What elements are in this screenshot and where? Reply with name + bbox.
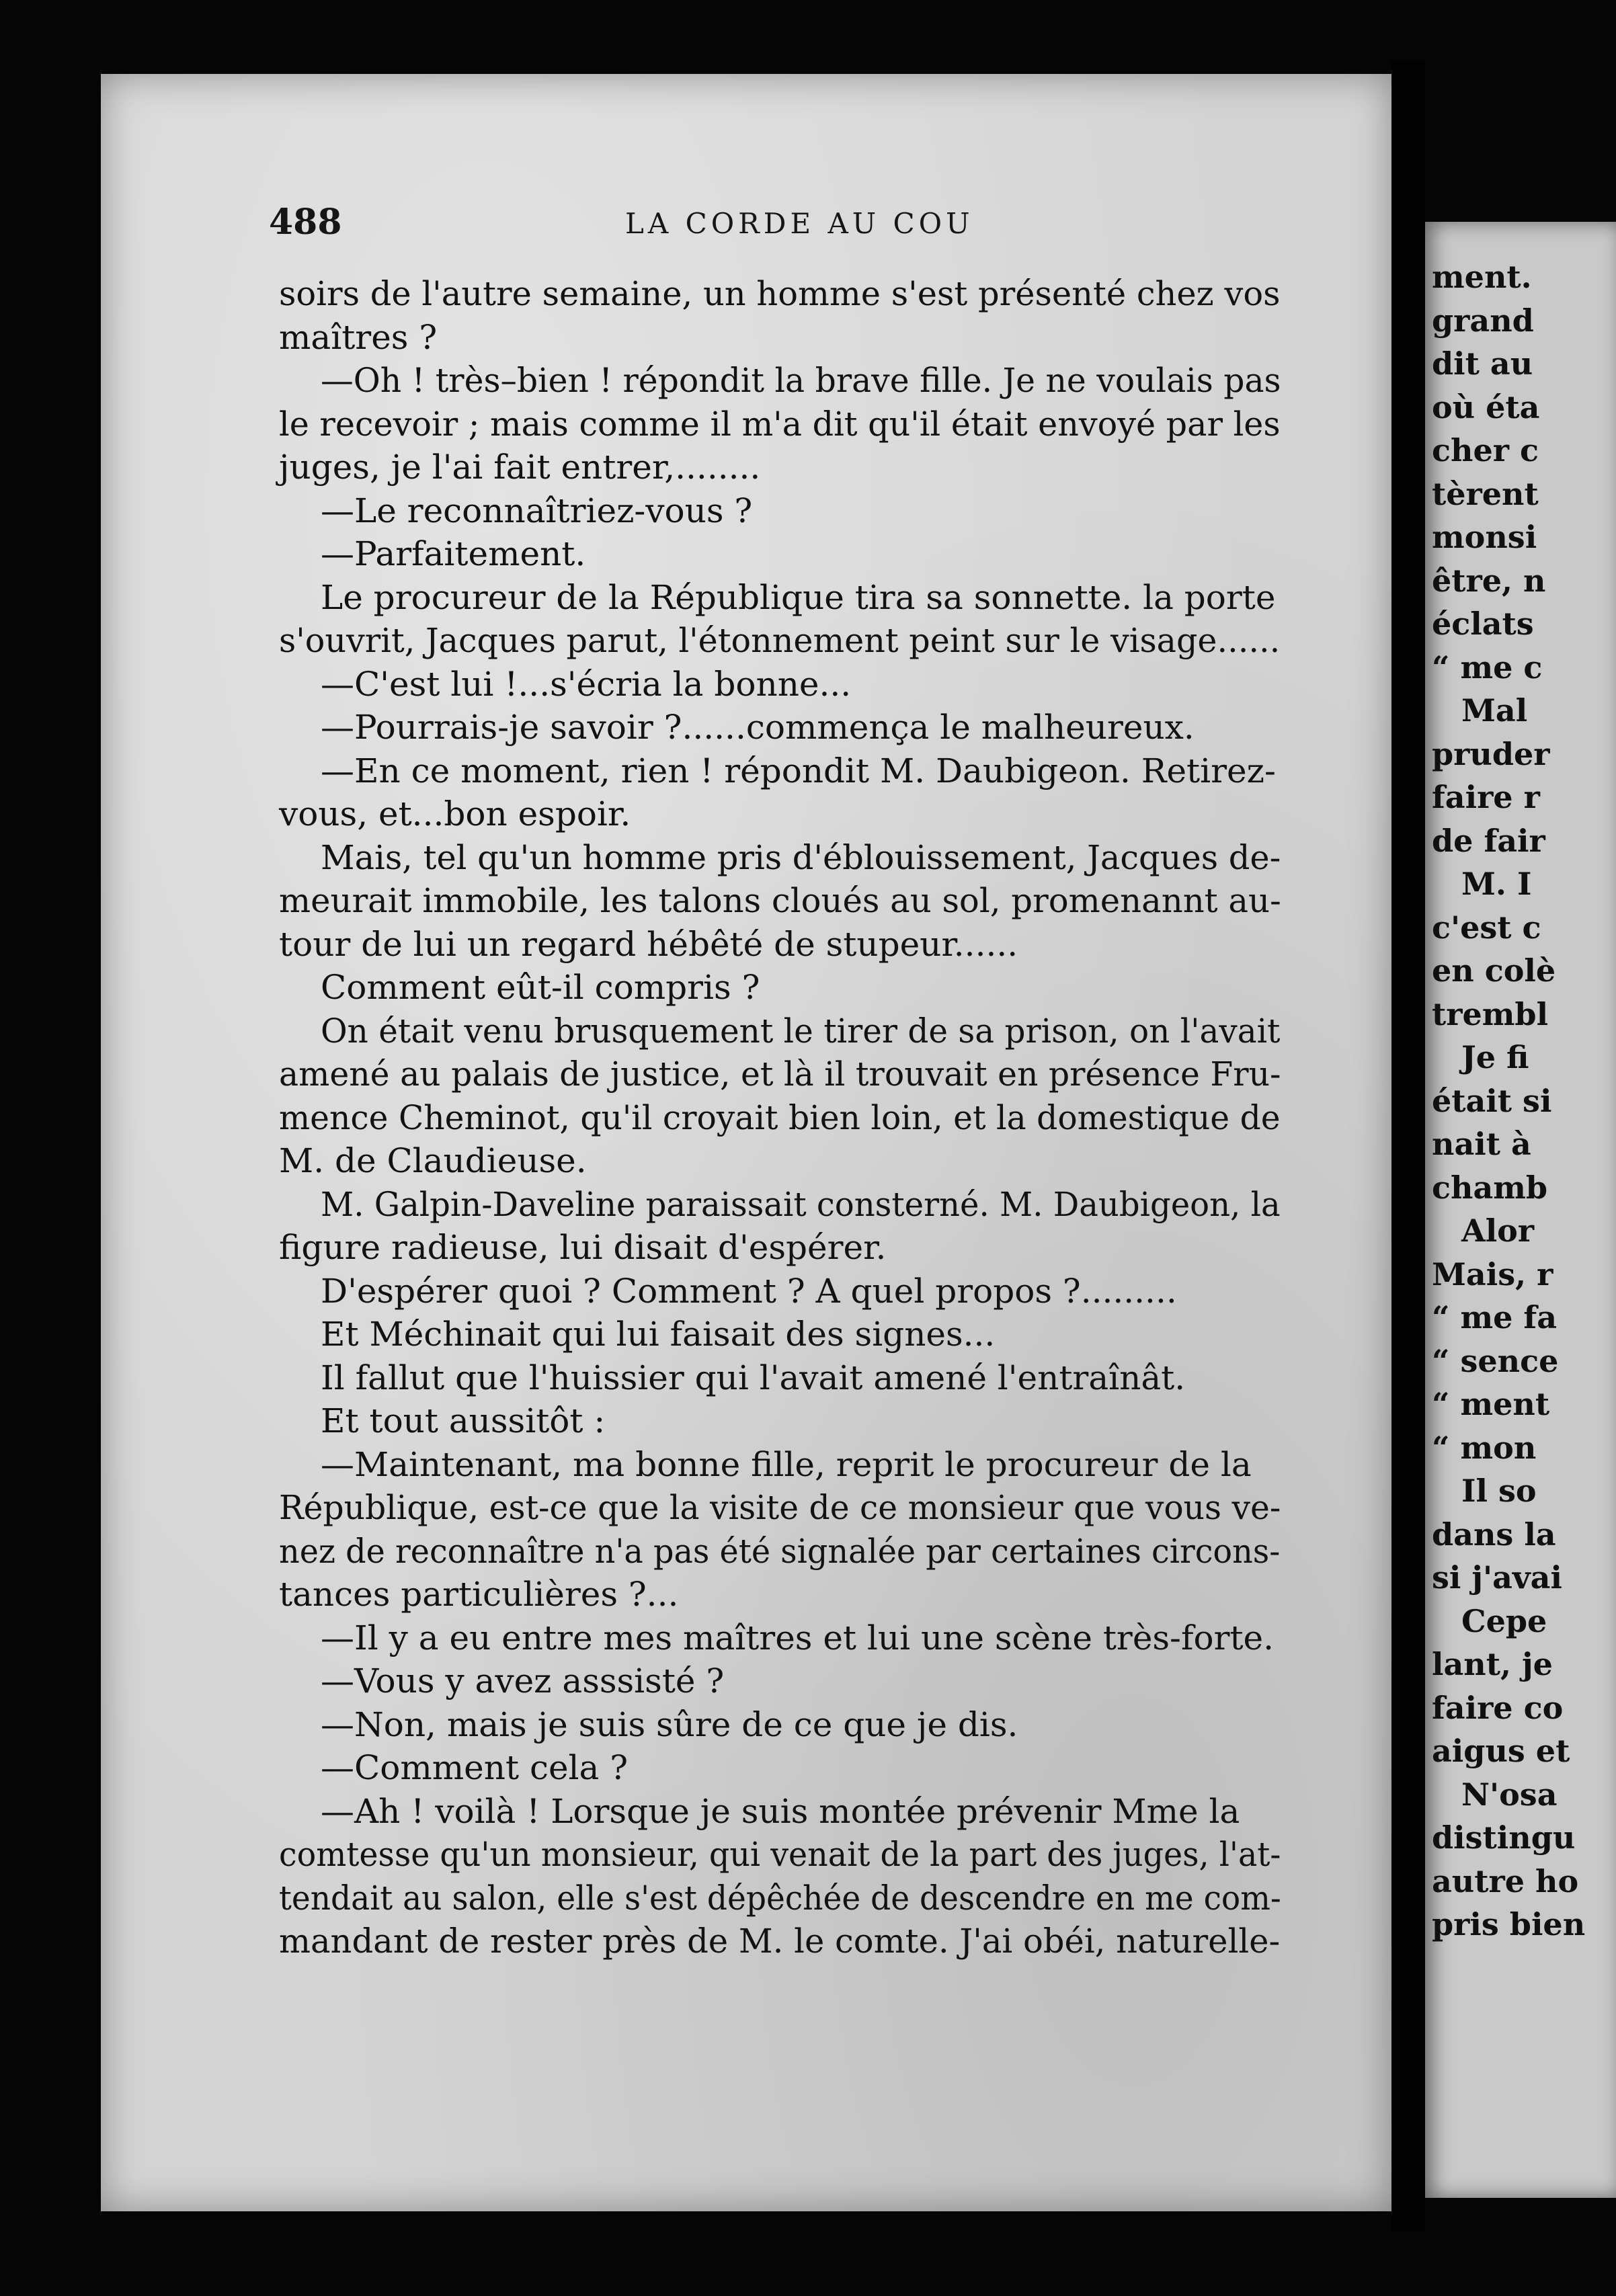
book-gutter (1391, 60, 1425, 2231)
page-number: 488 (269, 202, 342, 243)
left-page-text-line: mandant de rester près de M. le comte. J'ai obéi, naturelle- (279, 1922, 1281, 1961)
right-page-text-line: Il so (1461, 1473, 1537, 1509)
left-page-text-line: —Vous y avez asssisté ? (321, 1662, 725, 1700)
right-page-text-line: “ me c (1432, 649, 1543, 686)
left-page-text-line: maîtres ? (279, 317, 438, 357)
left-page-text-line: —Non, mais je suis sûre de ce que je dis. (321, 1705, 1018, 1744)
left-page-text-line: tances particulières ?... (279, 1575, 679, 1614)
left-page-text-line: Et Méchinait qui lui faisait des signes... (321, 1315, 996, 1354)
left-page-text-line: —Comment cela ? (321, 1748, 629, 1787)
left-page-text-line: le recevoir ; mais comme il m'a dit qu'il était envoyé par les (279, 404, 1281, 444)
right-page-text-line: où éta (1432, 388, 1540, 425)
left-page-body (279, 272, 1281, 1963)
right-page-text-line: N'osa (1461, 1776, 1558, 1813)
right-page-text-line: “ sence (1432, 1342, 1559, 1379)
right-page-text-line: “ me fa (1432, 1299, 1558, 1336)
left-page-text-line: —Pourrais-je savoir ?......commença le malheureux. (321, 708, 1195, 747)
right-page-text-line: dans la (1432, 1516, 1556, 1553)
right-page-text-line: “ mon (1432, 1429, 1537, 1466)
right-page-text-line: faire r (1432, 779, 1540, 815)
left-page-text-line: M. Galpin-Daveline paraissait consterné. M. Daubigeon, la (321, 1184, 1281, 1224)
right-page-text-line: nait à (1432, 1126, 1531, 1162)
left-page-text-line: s'ouvrit, Jacques parut, l'étonnement peint sur le visage...... (279, 621, 1281, 660)
left-page-text-line: amené au palais de justice, et là il trouvait en présence Fru- (279, 1055, 1281, 1094)
right-page-text-line: monsi (1432, 519, 1537, 555)
left-page-text-line: meurait immobile, les talons cloués au sol, promenannt au- (279, 881, 1281, 920)
left-page-text-line: —Le reconnaîtriez-vous ? (321, 491, 753, 530)
right-page-text-line: si j'avai (1432, 1559, 1562, 1596)
left-page-text-line: mence Cheminot, qu'il croyait bien loin, et la domestique de (279, 1098, 1281, 1137)
right-page-text-line: lant, je (1432, 1646, 1553, 1682)
left-page-text-line: —Il y a eu entre mes maîtres et lui une scène très-forte. (321, 1618, 1275, 1657)
right-page-text-line: était si (1432, 1082, 1552, 1119)
right-page-text-line: chamb (1432, 1169, 1548, 1206)
left-page-text-line: —Oh ! très–bien ! répondit la brave fille. Je ne voulais pas (321, 361, 1281, 400)
left-page-text-line: tendait au salon, elle s'est dépêchée de descendre en me com- (279, 1878, 1281, 1918)
left-page-text-line: M. de Claudieuse. (279, 1141, 587, 1180)
right-page-text-line: aigus et (1432, 1733, 1570, 1769)
right-page-text-line: Je fi (1461, 1039, 1529, 1075)
left-page-text-line: vous, et...bon espoir. (279, 794, 631, 833)
right-page-text-line: autre ho (1432, 1862, 1579, 1899)
left-page-text-line: figure radieuse, lui disait d'espérer. (279, 1228, 887, 1267)
left-page-text-line: —Parfaitement. (321, 534, 586, 573)
right-page-text-line: c'est c (1432, 909, 1541, 946)
left-page-text-line: soirs de l'autre semaine, un homme s'est présenté chez vos (279, 274, 1281, 313)
running-title: LA CORDE AU COU (625, 207, 974, 240)
right-page-text-line: ment. (1432, 259, 1532, 295)
left-page-text-line: —Maintenant, ma bonne fille, reprit le procureur de la (321, 1444, 1252, 1484)
right-page-text-line: distingu (1432, 1819, 1576, 1856)
left-page-text-line: Et tout aussitôt : (321, 1401, 606, 1440)
right-page-body (1432, 255, 1613, 1946)
right-page-text-line: de fair (1432, 822, 1545, 859)
right-page-text-line: grand (1432, 302, 1534, 339)
right-page-text-line: dit au (1432, 345, 1533, 382)
left-page-text-line: nez de reconnaître n'a pas été signalée par certaines circons- (279, 1531, 1281, 1571)
right-page-text-line: M. I (1461, 866, 1532, 902)
left-page-text-line: tour de lui un regard hébêté de stupeur...... (279, 924, 1018, 964)
right-page-text-line: “ ment (1432, 1386, 1550, 1422)
left-page-text-line: Le procureur de la République tira sa sonnette. la porte (321, 577, 1276, 617)
left-page-text-line: —En ce moment, rien ! répondit M. Daubigeon. Retirez- (321, 751, 1276, 790)
right-page-text-line: trembl (1432, 995, 1549, 1032)
page-header (269, 202, 1344, 262)
left-page-text-line: juges, je l'ai fait entrer,........ (279, 448, 761, 487)
left-page-text-line: —C'est lui !...s'écria la bonne... (321, 664, 852, 704)
right-page-text-line: en colè (1432, 952, 1556, 989)
right-page-text-line: pris bien (1432, 1906, 1586, 1942)
right-page-text-line: éclats (1432, 606, 1534, 642)
left-page-text-line: Il fallut que l'huissier qui l'avait amené l'entraînât. (321, 1358, 1186, 1397)
left-page-text-line: comtesse qu'un monsieur, qui venait de la part des juges, l'at- (279, 1835, 1281, 1874)
right-page-text-line: Mal (1461, 692, 1528, 729)
left-page-text-line: On était venu brusquement le tirer de sa prison, on l'avait (321, 1011, 1281, 1051)
right-page-text-line: être, n (1432, 562, 1546, 599)
left-page-text-line: D'espérer quoi ? Comment ? A quel propos ?......... (321, 1271, 1177, 1311)
right-page-text-line: tèrent (1432, 475, 1539, 512)
right-page-text-line: faire co (1432, 1689, 1564, 1726)
right-page-text-line: pruder (1432, 735, 1550, 772)
right-page-text-line: Mais, r (1432, 1256, 1553, 1293)
right-page-text-line: Alor (1461, 1213, 1535, 1249)
left-page-text-line: Comment eût-il compris ? (321, 968, 760, 1007)
right-page-text-line: cher c (1432, 432, 1539, 468)
left-page-text-line: République, est-ce que la visite de ce monsieur que vous ve- (279, 1488, 1281, 1527)
right-page-text-line: Cepe (1461, 1602, 1547, 1639)
left-page-text-line: Mais, tel qu'un homme pris d'éblouissement, Jacques de- (321, 837, 1281, 877)
left-page-text-line: —Ah ! voilà ! Lorsque je suis montée prévenir Mme la (321, 1791, 1240, 1831)
